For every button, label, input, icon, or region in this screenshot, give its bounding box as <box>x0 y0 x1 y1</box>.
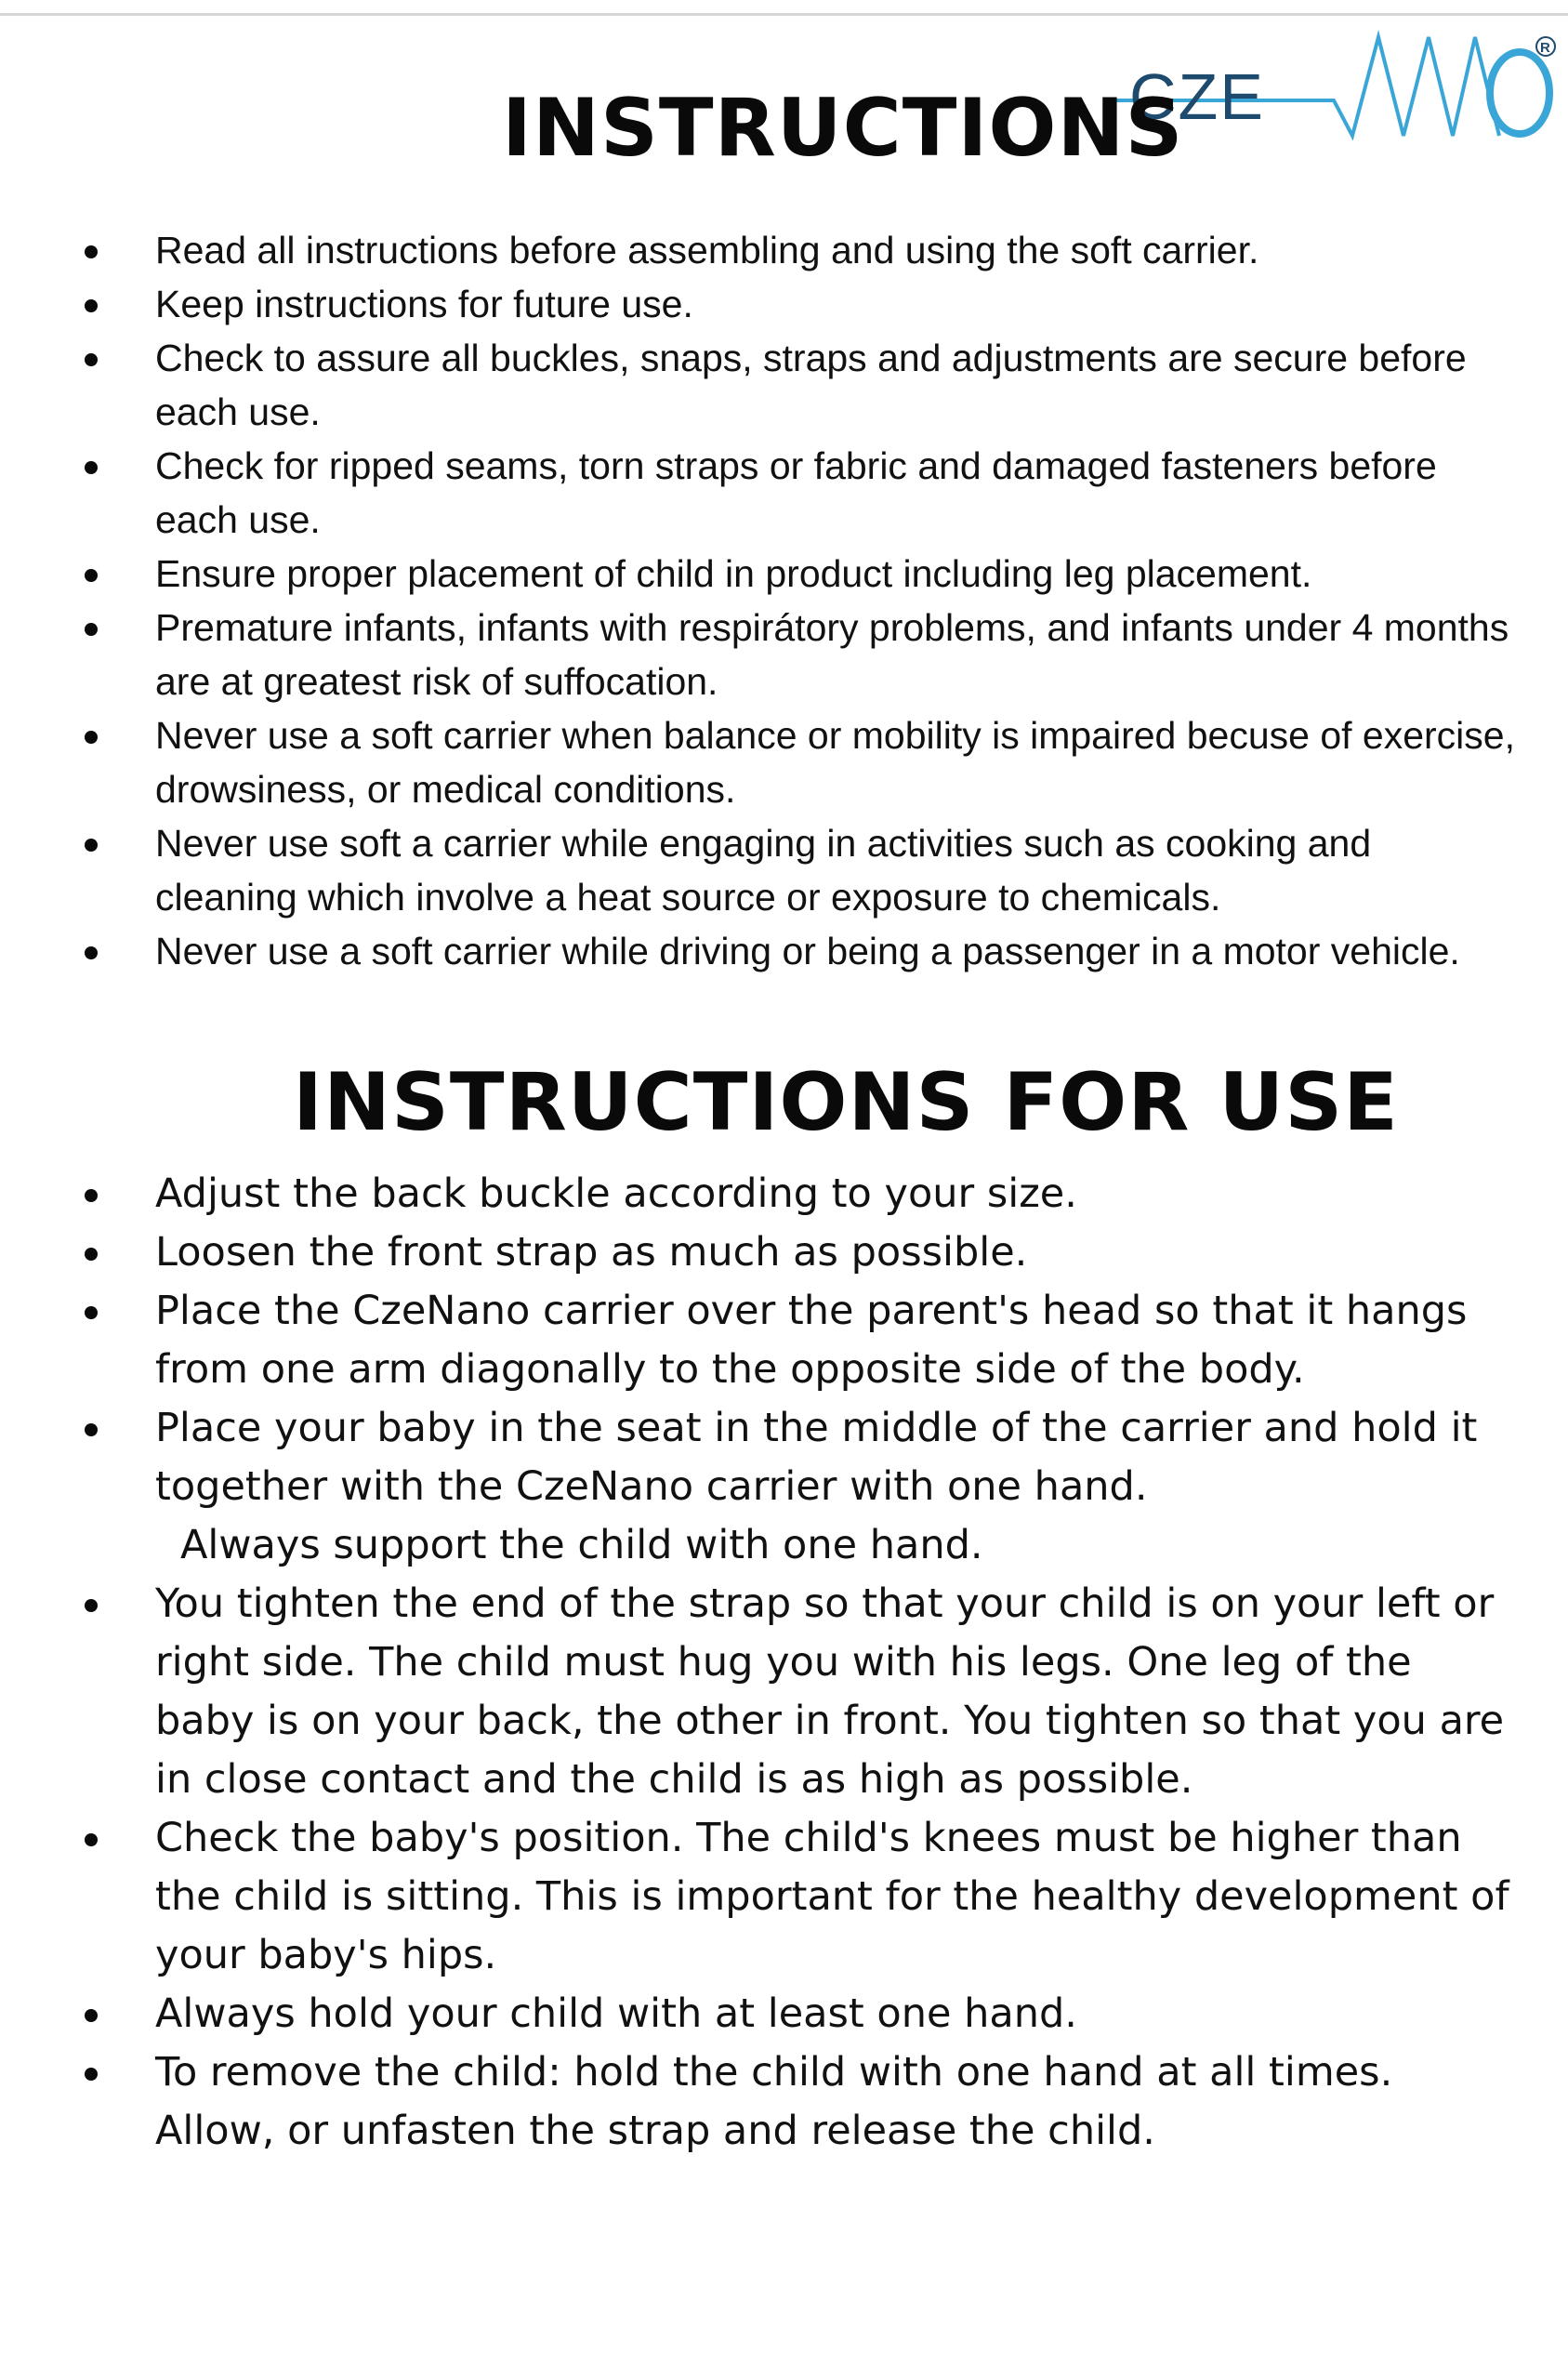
list-item <box>0 331 1515 439</box>
warnings-list <box>0 223 1515 978</box>
logo-wave <box>1287 37 1499 136</box>
bullet-icon <box>85 839 98 852</box>
step-text: Place the CzeNano carrier over the parent's head so that it hangs from one arm diagonally to the opposite side of the body. <box>155 1288 1468 1393</box>
list-item <box>0 708 1515 816</box>
bullet-icon <box>85 461 98 474</box>
bullet-icon <box>85 1189 98 1202</box>
list-item <box>0 2043 1520 2161</box>
list-item <box>0 816 1515 924</box>
logo-o <box>1490 52 1549 134</box>
bullet-icon <box>85 1248 98 1261</box>
bullet-icon <box>85 731 98 744</box>
list-item <box>0 1165 1520 1223</box>
list-item <box>0 1985 1520 2043</box>
step-text: Always hold your child with at least one hand. <box>155 1990 1077 2037</box>
warning-text: Check for ripped seams, torn straps or fabric and damaged fasteners before each use. <box>155 444 1437 541</box>
warning-text: Premature infants, infants with respirátory problems, and infants under 4 months are at greatest risk of suffocation. <box>155 606 1509 703</box>
bullet-icon <box>85 569 98 582</box>
bullet-icon <box>85 353 98 366</box>
step-text: Check the baby's position. The child's knees must be higher than the child is sitting. This is important for the healthy development of your baby's hips. <box>155 1815 1509 1978</box>
list-item <box>0 1282 1520 1399</box>
bullet-icon <box>85 299 98 312</box>
bullet-icon <box>85 1306 98 1319</box>
instructions-for-use-title: INSTRUCTIONS FOR USE <box>293 1056 1399 1149</box>
step-text: Loosen the front strap as much as possible. <box>155 1229 1028 1276</box>
warning-text: Never use soft a carrier while engaging in activities such as cooking and cleaning which involve a heat source or exposure to chemicals. <box>155 822 1372 919</box>
step-text: To remove the child: hold the child with one hand at all times. Allow, or unfasten the strap and release the child. <box>155 2049 1393 2154</box>
bullet-icon <box>85 946 98 959</box>
list-item <box>0 1399 1520 1575</box>
list-item <box>0 1575 1520 1809</box>
bullet-icon <box>85 623 98 636</box>
list-item <box>0 1223 1520 1282</box>
list-item <box>0 547 1515 601</box>
instructions-title: INSTRUCTIONS <box>502 82 1184 175</box>
warning-text: Ensure proper placement of child in product including leg placement. <box>155 552 1312 595</box>
bullet-icon <box>85 2009 98 2022</box>
step-text: Adjust the back buckle according to your size. <box>155 1170 1077 1217</box>
warning-text: Never use a soft carrier while driving or being a passenger in a motor vehicle. <box>155 930 1460 972</box>
warning-text: Keep instructions for future use. <box>155 283 693 325</box>
registered-mark: R <box>1540 40 1550 56</box>
top-rule <box>0 13 1568 16</box>
step-text: Place your baby in the seat in the middle of the carrier and hold it together with the CzeNano carrier with one hand. <box>155 1405 1478 1510</box>
list-item <box>0 924 1515 978</box>
warning-text: Read all instructions before assembling and using the soft carrier. <box>155 229 1259 271</box>
bullet-icon <box>85 245 98 258</box>
step-note: Always support the child with one hand. <box>180 1522 983 1568</box>
warning-text: Never use a soft carrier when balance or mobility is impaired becuse of exercise, drowsiness, or medical conditions. <box>155 714 1515 811</box>
list-item <box>0 601 1515 708</box>
list-item <box>0 223 1515 277</box>
use-steps-list <box>0 1165 1520 2161</box>
bullet-icon <box>85 1599 98 1612</box>
bullet-icon <box>85 1423 98 1436</box>
bullet-icon <box>85 2068 98 2081</box>
step-text: You tighten the end of the strap so that your child is on your left or right side. The child must hug you with his legs. One leg of the baby is on your back, the other in front. You tighten so that you are in close contact and the child is as high as possible. <box>155 1580 1505 1803</box>
warning-text: Check to assure all buckles, snaps, straps and adjustments are secure before each use. <box>155 337 1467 433</box>
list-item <box>0 277 1515 331</box>
list-item <box>0 1809 1520 1985</box>
bullet-icon <box>85 1833 98 1846</box>
logo-text-cze: CZE <box>1129 60 1265 133</box>
list-item <box>0 439 1515 547</box>
